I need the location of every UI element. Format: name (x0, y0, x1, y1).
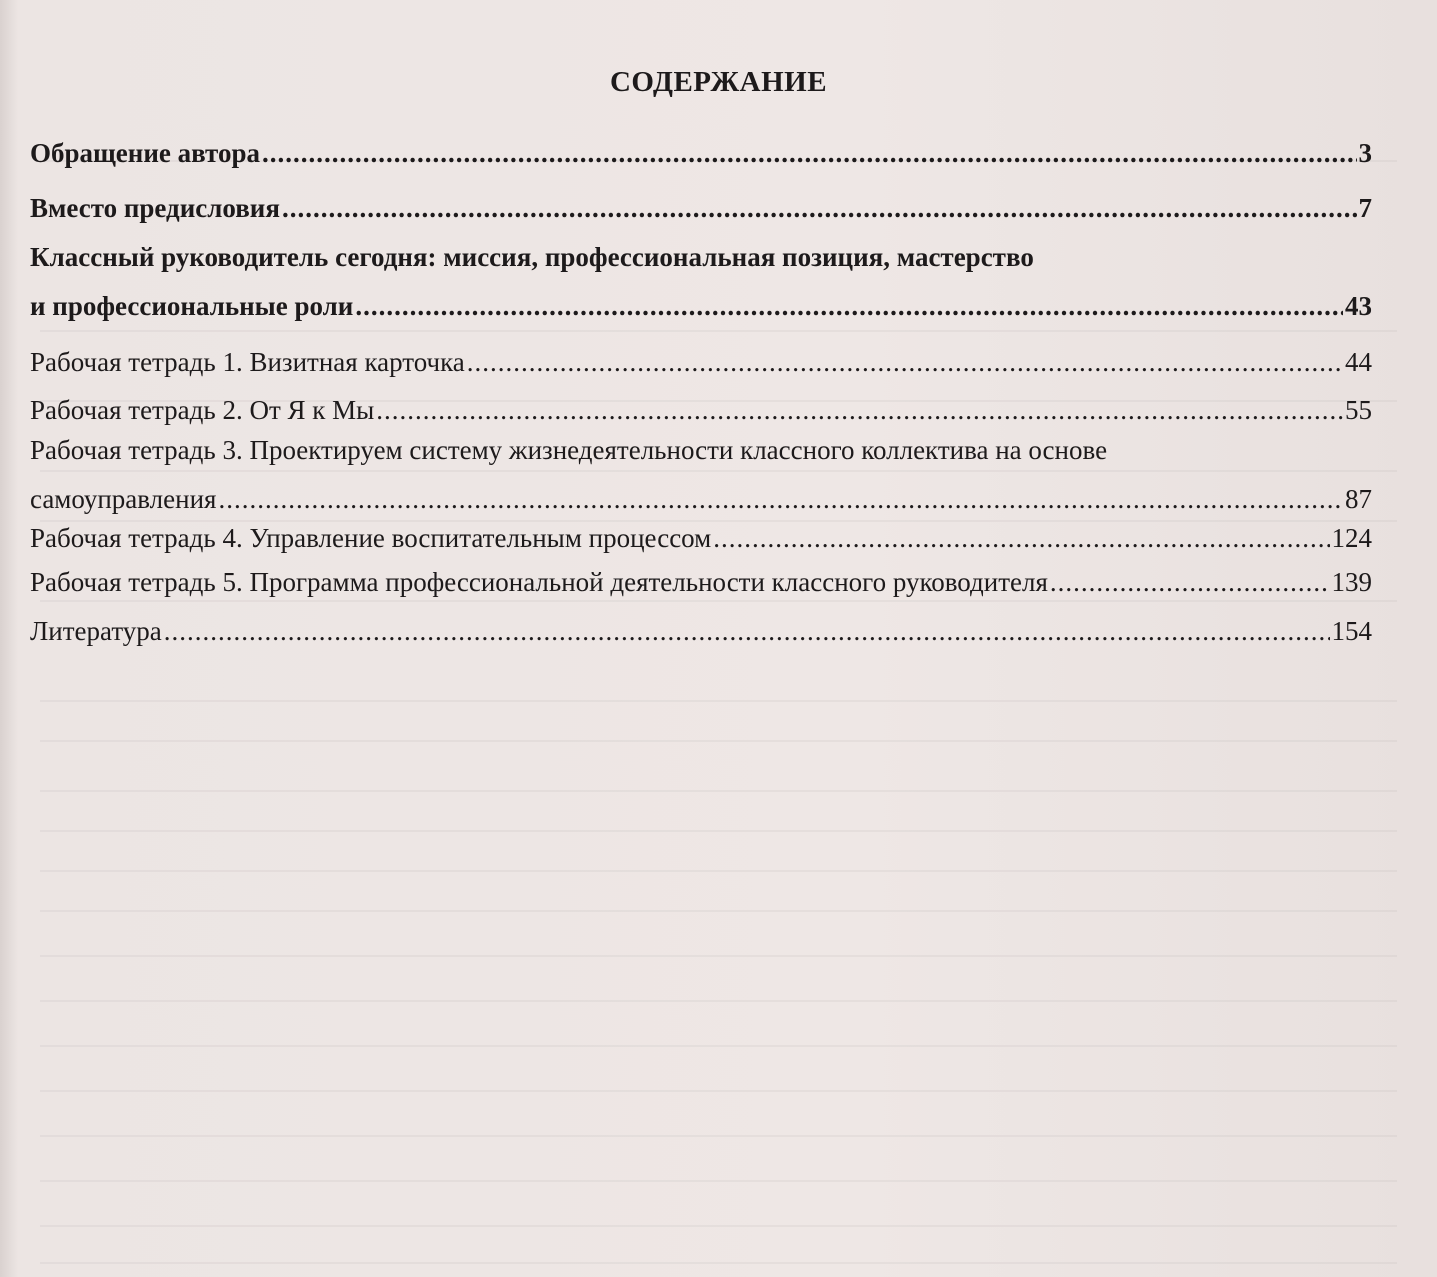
toc-entry-label: Рабочая тетрадь 5. Программа профессиональной деятельности классного руководителя (30, 567, 1048, 597)
toc-entry-workbook1 (30, 345, 1370, 379)
toc-entry-author-address (30, 136, 1370, 170)
dot-leader (282, 191, 1357, 225)
dot-leader (376, 393, 1343, 427)
toc-page-number: 44 (1345, 347, 1372, 377)
show-through-line (40, 600, 1397, 602)
show-through-line (40, 330, 1397, 332)
toc-entry-label: Рабочая тетрадь 4. Управление воспитательным процессом (30, 523, 712, 553)
show-through-line (40, 1180, 1397, 1182)
toc-page-number: 154 (1331, 616, 1372, 646)
show-through-line (40, 1225, 1397, 1227)
toc-page-number: 55 (1345, 395, 1372, 425)
toc-entry-workbook5 (30, 565, 1370, 599)
dot-leader (713, 521, 1329, 555)
show-through-line (40, 1135, 1397, 1137)
show-through-line (40, 790, 1397, 792)
toc-page-number: 87 (1345, 484, 1372, 514)
toc-entry-label: Обращение автора (30, 138, 260, 168)
show-through-line (40, 1045, 1397, 1047)
dot-leader (164, 614, 1330, 648)
show-through-line (40, 830, 1397, 832)
show-through-line (40, 470, 1397, 472)
toc-entry-workbook3 (30, 482, 1370, 516)
show-through-line (40, 1000, 1397, 1002)
show-through-line (40, 700, 1397, 702)
toc-entry-label: самоуправления (30, 484, 217, 514)
toc-entry-label: и профессиональные роли (30, 291, 354, 321)
toc-entry-label: Рабочая тетрадь 2. От Я к Мы (30, 395, 375, 425)
toc-entry-class-teacher-today (30, 289, 1370, 323)
dot-leader (355, 289, 1343, 323)
dot-leader (218, 482, 1343, 516)
toc-page-number: 3 (1358, 138, 1372, 168)
dot-leader (262, 136, 1357, 170)
toc-entry-workbook4 (30, 521, 1370, 555)
toc-entry-label: Вместо предисловия (30, 193, 280, 223)
dot-leader (467, 345, 1343, 379)
toc-entry-label: Рабочая тетрадь 1. Визитная карточка (30, 347, 465, 377)
show-through-line (40, 1262, 1397, 1264)
toc-entry-instead-of-preface (30, 191, 1370, 225)
page-title: СОДЕРЖАНИЕ (609, 66, 828, 98)
dot-leader (1050, 565, 1330, 599)
show-through-line (40, 955, 1397, 957)
toc-page-number: 124 (1331, 523, 1372, 553)
show-through-line (40, 740, 1397, 742)
show-through-line (40, 1090, 1397, 1092)
show-through-line (40, 870, 1397, 872)
show-through-line (40, 910, 1397, 912)
toc-entry-workbook2 (30, 393, 1370, 427)
toc-entry-workbook3-line1: Рабочая тетрадь 3. Проектируем систему жизнедеятельности классного коллектива на основе (30, 435, 1108, 465)
toc-page-number: 43 (1345, 291, 1372, 321)
toc-page-number: 139 (1331, 567, 1372, 597)
toc-entry-label: Литература (30, 616, 162, 646)
toc-entry-literature (30, 614, 1370, 648)
toc-page-number: 7 (1358, 193, 1372, 223)
toc-entry-class-teacher-today-line1: Классный руководитель сегодня: миссия, профессиональная позиция, мастерство (30, 242, 1034, 272)
